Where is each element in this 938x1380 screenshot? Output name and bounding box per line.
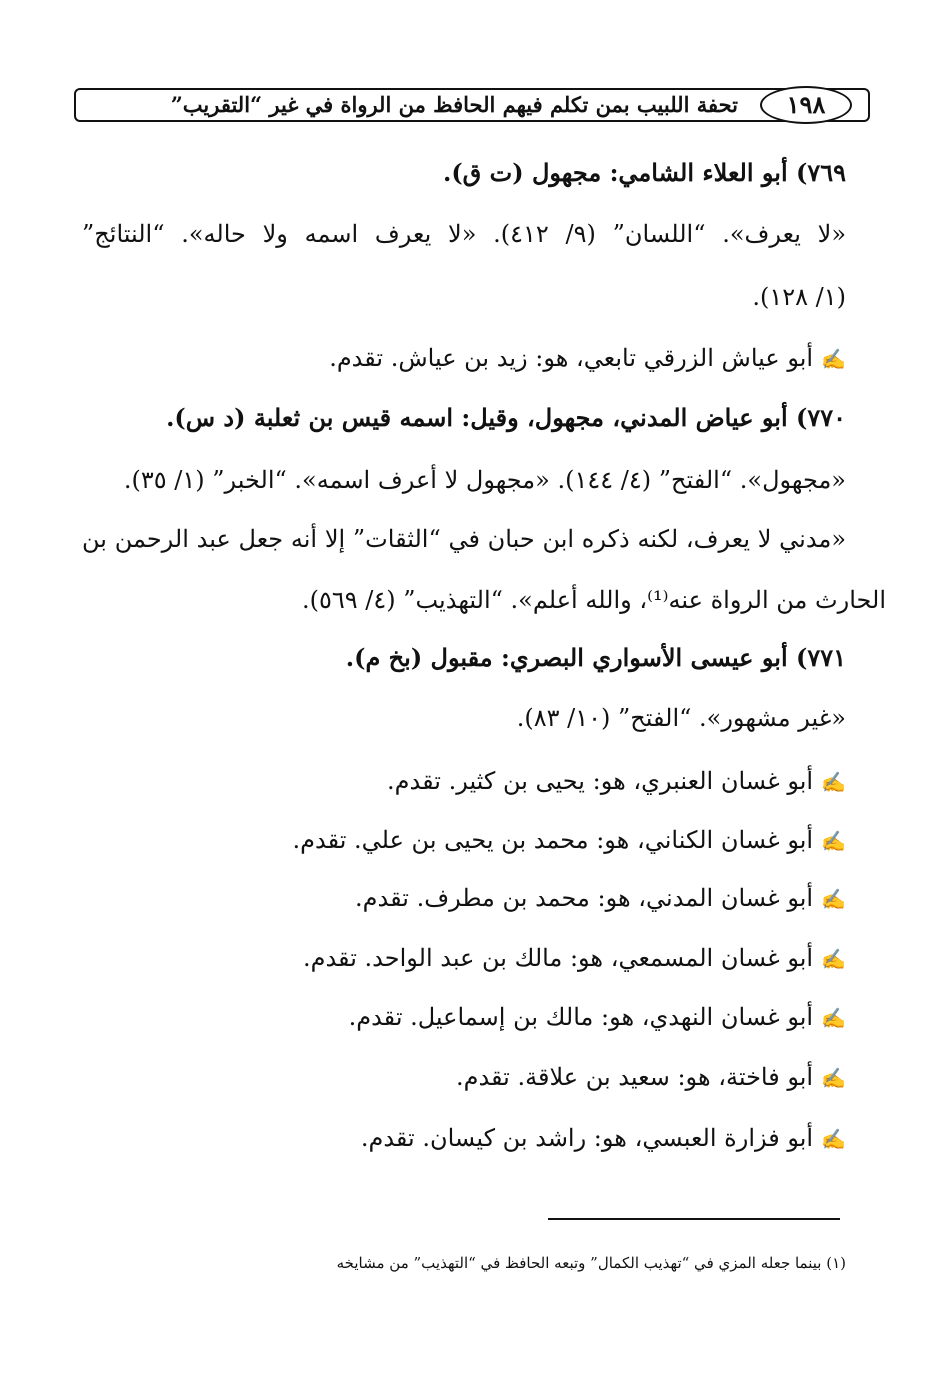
- footnote: (١) بينما جعله المزي في “تهذيب الكمال” وتبعه الحافظ في “التهذيب” من مشايخه: [336, 1254, 846, 1272]
- pen-icon: ✍: [821, 1066, 846, 1090]
- book-title: تحفة اللبيب بمن تكلم فيهم الحافظ من الرواة في غير “التقريب”: [170, 92, 738, 117]
- pen-icon: ✍: [821, 829, 846, 853]
- cross-reference-line: ✍أبو غسان النهدي، هو: مالك بن إسماعيل. تقدم.: [348, 1003, 846, 1031]
- entry-769-text: «لا يعرف». “اللسان” (٩/ ٤١٢). «لا يعرف اسمه ولا حاله». “النتائج”: [82, 220, 847, 248]
- cross-reference-line: ✍أبو غسان العنبري، هو: يحيى بن كثير. تقدم.: [387, 767, 846, 795]
- pen-icon: ✍: [821, 887, 846, 911]
- entry-771-heading: ٧٧١) أبو عيسى الأسواري البصري: مقبول (بخ م).: [345, 643, 846, 672]
- cross-reference-line: ✍أبو غسان الكناني، هو: محمد بن يحيى بن علي. تقدم.: [292, 826, 846, 854]
- pen-icon: ✍: [821, 770, 846, 794]
- pen-icon: ✍: [821, 1127, 846, 1151]
- entry-770-heading: ٧٧٠) أبو عياض المدني، مجهول، وقيل: اسمه قيس بن ثعلبة (د س).: [166, 403, 846, 432]
- entry-769-heading: ٧٦٩) أبو العلاء الشامي: مجهول (ت ق).: [442, 158, 846, 187]
- entry-770-text-cont: الحارث من الرواة عنه⁽¹⁾، والله أعلم». “التهذيب” (٤/ ٥٦٩).: [301, 586, 886, 614]
- cross-reference-line: ✍أبو غسان المسمعي، هو: مالك بن عبد الواحد. تقدم.: [302, 944, 846, 972]
- pen-icon: ✍: [821, 1006, 846, 1030]
- entry-770-text: «مجهول». “الفتح” (٤/ ١٤٤). «مجهول لا أعرف اسمه». “الخبر” (١/ ٣٥).: [123, 466, 846, 494]
- cross-reference-line: ✍أبو عياش الزرقي تابعي، هو: زيد بن عياش. تقدم.: [329, 344, 846, 372]
- page-number: ١٩٨: [760, 86, 852, 124]
- cross-reference-line: ✍أبو غسان المدني، هو: محمد بن مطرف. تقدم.: [355, 884, 846, 912]
- pen-icon: ✍: [821, 347, 846, 371]
- entry-771-text: «غير مشهور». “الفتح” (١٠/ ٨٣).: [516, 704, 846, 732]
- footnote-separator: [548, 1218, 840, 1220]
- cross-reference-line: ✍أبو فزارة العبسي، هو: راشد بن كيسان. تقدم.: [360, 1124, 846, 1152]
- cross-reference-line: ✍أبو فاختة، هو: سعيد بن علاقة. تقدم.: [455, 1063, 846, 1091]
- entry-769-text-cont: (١/ ١٢٨).: [752, 283, 846, 311]
- entry-770-text: «مدني لا يعرف، لكنه ذكره ابن حبان في “الثقات” إلا أنه جعل عبد الرحمن بن: [82, 525, 846, 553]
- pen-icon: ✍: [821, 947, 846, 971]
- running-header: [74, 88, 870, 122]
